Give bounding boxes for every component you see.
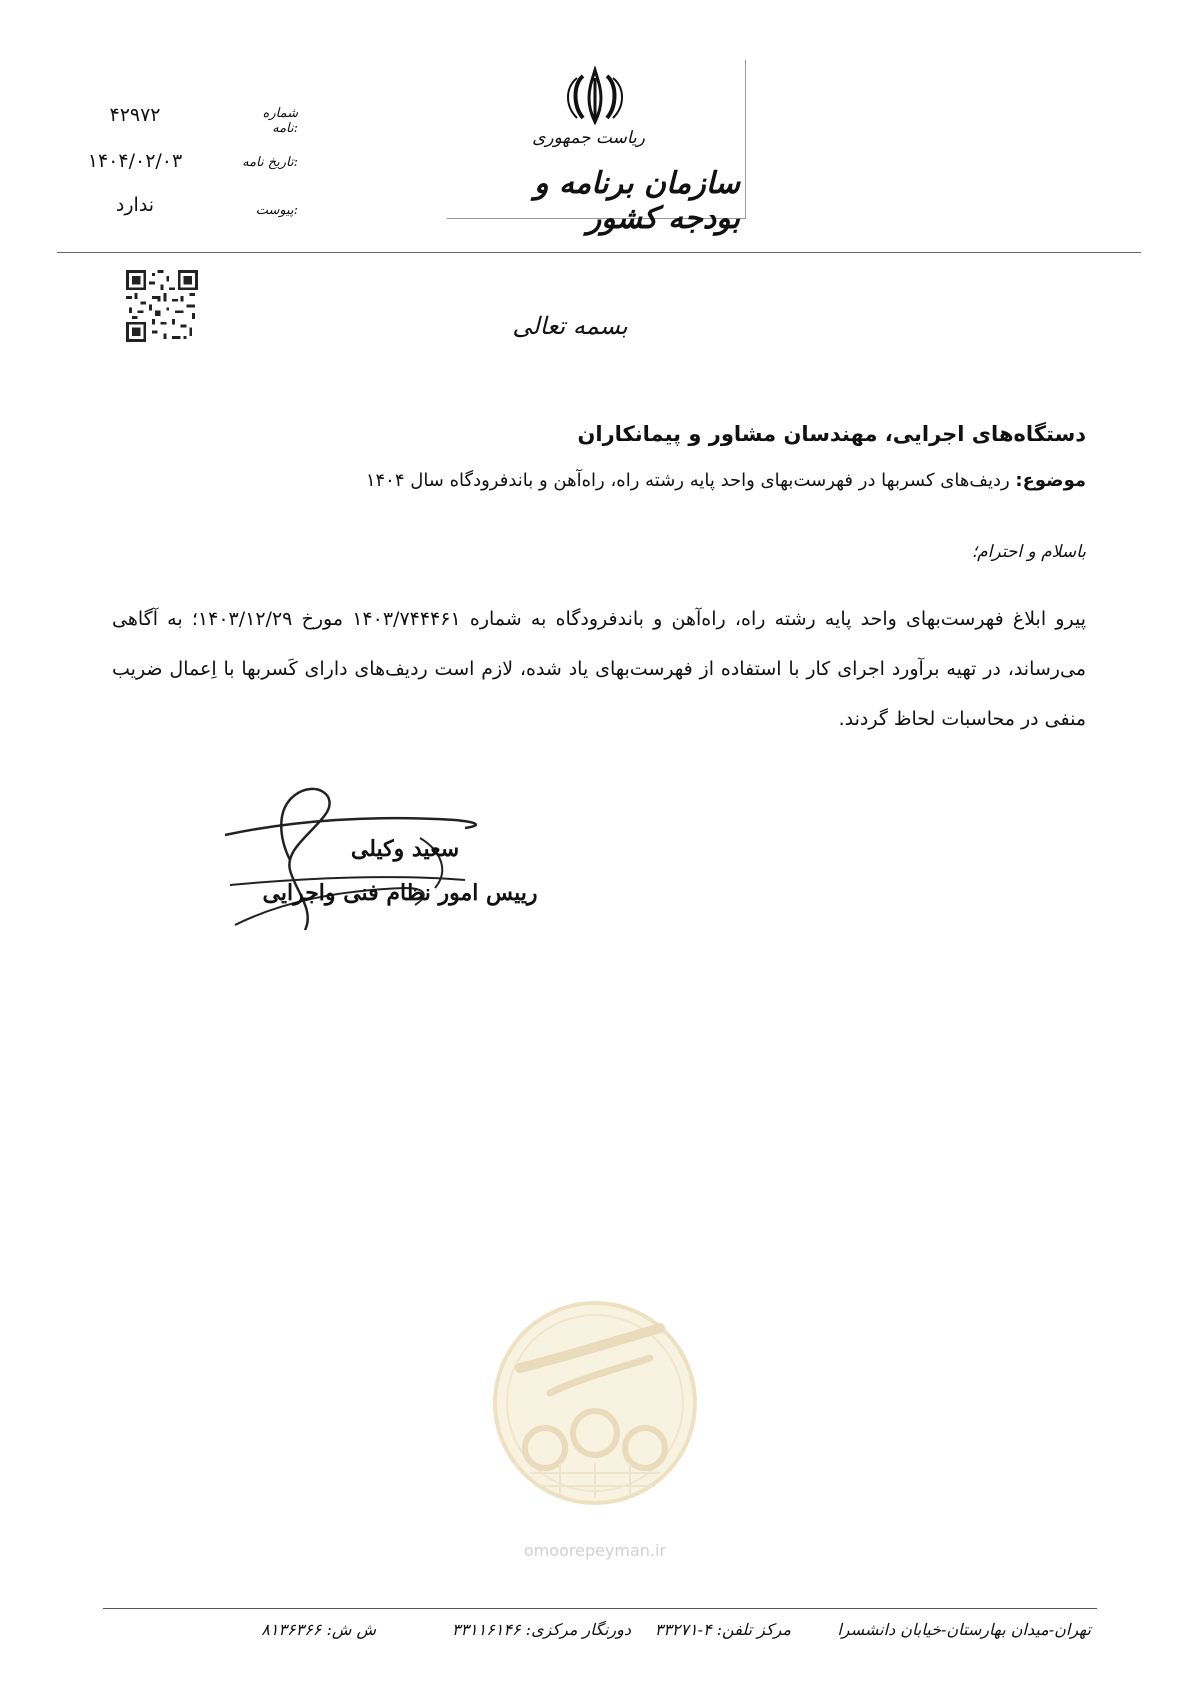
omoorepeyman-watermark-logo <box>490 1298 700 1568</box>
watermark-site: omoorepeyman.ir <box>523 1541 667 1560</box>
attachment-value: ندارد <box>115 194 155 216</box>
iran-emblem-icon <box>565 66 625 126</box>
letter-body: پیرو ابلاغ فهرست‌بهای واحد پایه رشته راه، راه‌آهن و باندفرودگاه به شماره ۱۴۰۳/۷۴۴۴۶۱ مورخ ۱۴۰۳/۱۲/۲۹؛ به آگاهی می‌رساند، در تهیه برآورد اجرای کار با استفاده از فهرست‌بهای یاد شده، لازم است ردیف‌های دارای کَسربها با اِعمال ضریب منفی در محاسبات لحاظ گردند. <box>112 608 1086 730</box>
letter-date-label: تاریخ نامه: <box>242 155 298 170</box>
qr-code-icon <box>126 270 198 342</box>
signer-title: رییس امور نظام فنی واجرایی <box>262 880 538 906</box>
presidency-label: ریاست جمهوری <box>532 128 645 148</box>
footer-fax: دورنگار مرکزی: ۳۳۱۱۶۱۴۶ <box>451 1620 631 1639</box>
attachment-label: پیوست: <box>255 203 298 218</box>
invocation-text: بسمه تعالی <box>512 312 628 340</box>
organization-name: سازمان برنامه و بودجه کشور <box>534 166 740 236</box>
header-divider <box>57 252 1141 253</box>
footer-divider <box>103 1608 1097 1609</box>
subject-label: موضوع: <box>1015 470 1086 491</box>
subject-text: ردیف‌های کسربها در فهرست‌بهای واحد پایه رشته راه، راه‌آهن و باندفرودگاه سال ۱۴۰۴ <box>365 470 1016 491</box>
greeting-text: باسلام و احترام؛ <box>971 542 1086 562</box>
signer-name: سعید وکیلی <box>350 836 460 862</box>
subject-line <box>200 470 1086 491</box>
letter-number-label: شماره نامه: <box>262 106 298 136</box>
footer-national-id: ش ش: ۸۱۳۶۳۶۶ <box>261 1620 376 1639</box>
letter-number-value: ۴۲۹۷۲ <box>109 104 161 126</box>
footer-address: تهران-میدان بهارستان-خیابان دانشسرا <box>837 1620 1091 1639</box>
letter-date-value: ۱۴۰۴/۰۲/۰۳ <box>87 150 183 172</box>
recipients-heading: دستگاه‌های اجرایی، مهندسان مشاور و پیمانکاران <box>577 422 1086 446</box>
footer-phone: مرکز تلفن: ۴-۳۳۲۷۱ <box>654 1620 791 1639</box>
